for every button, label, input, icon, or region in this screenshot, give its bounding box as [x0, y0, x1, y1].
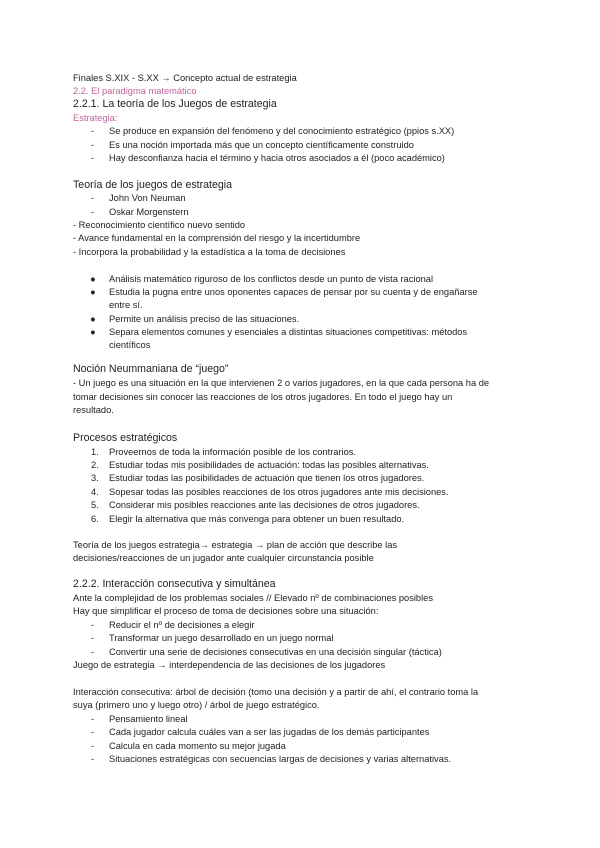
- bullet-item: Estudia la pugna entre unos oponentes capaces de pensar por su cuenta y de engañarse: [109, 287, 478, 297]
- consecutiva-line: suya (primero uno y luego otro) / árbol de juego estratégico.: [73, 700, 320, 710]
- number-marker: 1.: [91, 447, 99, 457]
- estrategia-label: Estrategia:: [73, 113, 118, 123]
- numbered-item: Sopesar todas las posibles reacciones de los otros jugadores ante mis decisiones.: [109, 487, 449, 497]
- list-item: Calcula en cada momento su mejor jugada: [109, 741, 286, 751]
- dash-marker: -: [91, 754, 95, 764]
- bullet-marker: ●: [90, 327, 96, 337]
- teoria-point: - Reconocimiento científico nuevo sentido: [73, 220, 246, 230]
- teoria-point: - Incorpora la probabilidad y la estadística a la toma de decisiones: [73, 247, 346, 257]
- procesos-summary: decisiones/reacciones de un jugador ante cualquier circunstancia posible: [73, 553, 374, 563]
- author-item: John Von Neuman: [109, 193, 186, 203]
- dash-marker: -: [91, 153, 95, 163]
- number-marker: 3.: [91, 473, 99, 483]
- dash-marker: -: [91, 126, 95, 136]
- bullet-item-continued: entre sí.: [109, 300, 143, 310]
- bullet-item: Separa elementos comunes y esenciales a distintas situaciones competitivas: métodos: [109, 327, 468, 337]
- nocion-line: resultado.: [73, 405, 114, 415]
- bullet-marker: ●: [90, 314, 96, 324]
- interaccion-line: Hay que simplificar el proceso de toma de decisiones sobre una situación:: [73, 606, 379, 616]
- dash-marker: -: [91, 727, 95, 737]
- numbered-item: Elegir la alternativa que más convenga para obtener un buen resultado.: [109, 514, 405, 524]
- bullet-item: Análisis matemático riguroso de los conflictos desde un punto de vista racional: [109, 274, 434, 284]
- bullet-marker: ●: [90, 274, 96, 284]
- bullet-item-continued: científicos: [109, 340, 151, 350]
- dash-marker: -: [91, 193, 95, 203]
- list-item: Hay desconfianza hacia el término y hacia otros asociados a él (poco académico): [109, 153, 445, 163]
- teoria-point: - Avance fundamental en la comprensión del riesgo y la incertidumbre: [73, 233, 361, 243]
- consecutiva-line: Interacción consecutiva: árbol de decisión (tomo una decisión y a partir de ahí, el contrario toma la: [73, 687, 479, 697]
- list-item: Situaciones estratégicas con secuencias largas de decisiones y varias alternativas.: [109, 754, 452, 764]
- dash-marker: -: [91, 620, 95, 630]
- dash-marker: -: [91, 207, 95, 217]
- numbered-item: Estudiar todas las posibilidades de actuación que tienen los otros jugadores.: [109, 473, 425, 483]
- document-title: Finales S.XIX - S.XX → Concepto actual de estrategia: [73, 73, 297, 83]
- number-marker: 5.: [91, 500, 99, 510]
- list-item: Se produce en expansión del fenómeno y del conocimiento estratégico (ppios s.XX): [109, 126, 455, 136]
- number-marker: 6.: [91, 514, 99, 524]
- procesos-summary: Teoría de los juegos estrategia→ estrategia → plan de acción que describe las: [73, 540, 398, 550]
- list-item: Pensamiento lineal: [109, 714, 188, 724]
- number-marker: 2.: [91, 460, 99, 470]
- list-item: Transformar un juego desarrollado en un juego normal: [109, 633, 334, 643]
- nocion-heading: Noción Neummaniana de “juego”: [73, 363, 229, 375]
- section-heading: 2.2.1. La teoría de los Juegos de estrategia: [73, 98, 277, 110]
- number-marker: 4.: [91, 487, 99, 497]
- list-item: Convertir una serie de decisiones consecutivas en una decisión singular (táctica): [109, 647, 442, 657]
- dash-marker: -: [91, 140, 95, 150]
- dash-marker: -: [91, 647, 95, 657]
- numbered-item: Considerar mis posibles reacciones ante las decisiones de otros jugadores.: [109, 500, 420, 510]
- nocion-line: - Un juego es una situación en la que intervienen 2 o varios jugadores, en la que cada persona ha de: [73, 378, 490, 388]
- nocion-line: tomar decisiones sin conocer las reacciones de los otros jugadores. En todo el juego hay un: [73, 392, 453, 402]
- bullet-item: Permite un análisis preciso de las situaciones.: [109, 314, 300, 324]
- numbered-item: Proveernos de toda la información posible de los contrarios.: [109, 447, 357, 457]
- procesos-heading: Procesos estratégicos: [73, 432, 178, 444]
- list-item: Es una noción importada más que un concepto científicamente construido: [109, 140, 414, 150]
- author-item: Oskar Morgenstern: [109, 207, 189, 217]
- document-subtitle: 2.2. El paradigma matemático: [73, 86, 197, 96]
- numbered-item: Estudiar todas mis posibilidades de actuación: todas las posibles alternativas.: [109, 460, 429, 470]
- dash-marker: -: [91, 714, 95, 724]
- dash-marker: -: [91, 741, 95, 751]
- list-item: Reducir el nº de decisiones a elegir: [109, 620, 255, 630]
- teoria-heading: Teoría de los juegos de estrategia: [73, 179, 233, 191]
- interaccion-heading: 2.2.2. Interacción consecutiva y simultánea: [73, 578, 276, 590]
- bullet-marker: ●: [90, 287, 96, 297]
- interaccion-conclusion: Juego de estrategia → interdependencia de las decisiones de los jugadores: [73, 660, 386, 670]
- list-item: Cada jugador calcula cuáles van a ser las jugadas de los demás participantes: [109, 727, 430, 737]
- interaccion-line: Ante la complejidad de los problemas sociales // Elevado nº de combinaciones posibles: [73, 593, 433, 603]
- dash-marker: -: [91, 633, 95, 643]
